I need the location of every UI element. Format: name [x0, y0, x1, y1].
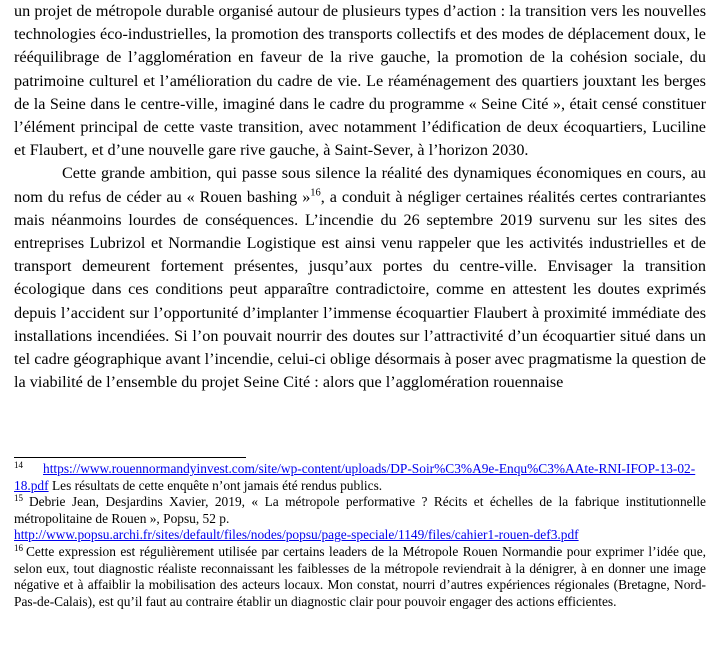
footnote-15	[14, 494, 706, 544]
footnotes	[14, 461, 706, 610]
footnote-14	[14, 461, 706, 494]
footnote-14-text: Les résultats de cette enquête n’ont jamais été rendus publics.	[48, 477, 383, 493]
footnote-15-text: Debrie Jean, Desjardins Xavier, 2019, « La métropole performative ? Récits et échelles de la fabrique institutionnelle métropolitaine de Rouen », Popsu, 52 p.	[14, 494, 706, 526]
footnote-16	[14, 544, 706, 610]
body-text	[14, 0, 706, 394]
paragraph-2	[14, 162, 706, 394]
paragraph-2-end: , a conduit à négliger certaines réalités certes contrariantes mais néanmoins lourdes de conséquences. L’incendie du 26 septembre 2019 survenu sur les sites des entreprises Lubrizol et Normandie Logistique est ainsi venu rappeler que les activités industrielles et de transport demeurent fortement présentes, jusqu’aux portes du centre-ville. Envisager la transition écologique dans ces conditions peut apparaître contradictoire, comme en attestent les doutes exprimés depuis l’accident sur l’opportunité d’implanter l’immense écoquartier Flaubert à proximité immédiate des installations incendiées. Si l’on pouvait nourrir des doutes sur l’attractivité d’un écoquartier situé dans un tel cadre géographique avant l’incendie, celui-ci oblige désormais à poser avec pragmatisme la question de la viabilité de l’ensemble du projet Seine Cité : alors que l’agglomération rouennaise	[14, 187, 706, 392]
footnote-ref-16[interactable]: 16	[310, 187, 321, 199]
footnote-separator	[14, 457, 246, 458]
footnote-14-link[interactable]: https://www.rouennormandyinvest.com/site/wp-content/uploads/DP-Soir%C3%A9e-Enqu%C3%AAte-RNI-IFOP-13-02-18.pdf	[14, 461, 696, 493]
footnote-15-link[interactable]: http://www.popsu.archi.fr/sites/default/files/nodes/popsu/page-speciale/1149/files/cahier1-rouen-def3.pdf	[14, 527, 579, 543]
footnote-16-number: 16	[14, 542, 23, 553]
footnote-15-number: 15	[14, 492, 23, 503]
footnote-14-number: 14	[14, 459, 23, 470]
paragraph-2-start: Cette grande ambition, qui passe sous silence la réalité des dynamiques économiques en cours, au nom du refus de céder au « Rouen bashing »	[14, 164, 706, 206]
paragraph-1: un projet de métropole durable organisé autour de plusieurs types d’action : la transition vers les nouvelles technologies éco-industrielles, la promotion des transports collectifs et des modes de déplacement doux, le rééquilibrage de l’agglomération en faveur de la rive gauche, la promotion de la cohésion sociale, du patrimoine culturel et l’amélioration du cadre de vie. Le réaménagement des quartiers jouxtant les berges de la Seine dans le centre-ville, imaginé dans le cadre du programme « Seine Cité », était censé constituer l’élément principal de cette vaste transition, avec notamment l’édification de deux écoquartiers, Luciline et Flaubert, et d’une nouvelle gare rive gauche, à Saint-Sever, à l’horizon 2030.	[14, 2, 706, 160]
document-page	[14, 0, 706, 394]
footnote-16-text: Cette expression est régulièrement utilisée par certains leaders de la Métropole Rouen Normandie pour exprimer l’idée que, selon eux, tout diagnostic réaliste reconnaissant les faiblesses de la métropole reviendrait à la dénigrer, à en donner une image négative et à affaiblir la mobilisation des acteurs locaux. Mon constat, nourri d’autres expériences régionales (Bretagne, Nord-Pas-de-Calais), est qu’il faut au contraire établir un diagnostic clair pour pouvoir engager des actions efficientes.	[14, 543, 706, 609]
